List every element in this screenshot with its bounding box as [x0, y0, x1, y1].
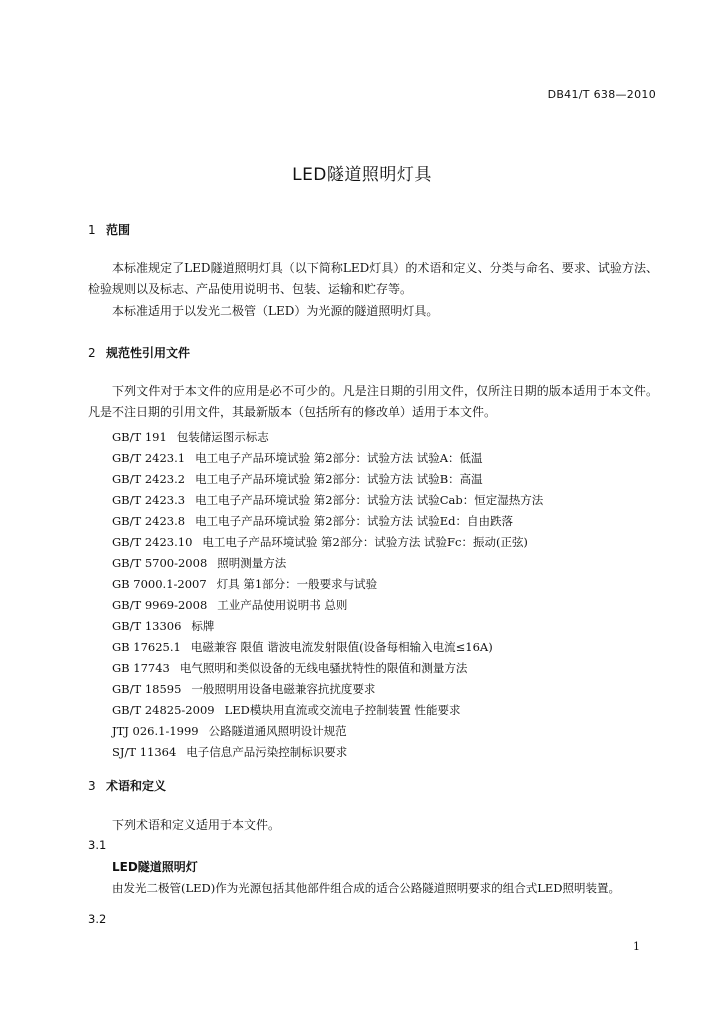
- document-title: LED隧道照明灯具: [292, 165, 432, 185]
- section-number: 3: [88, 779, 96, 793]
- page-number: 1: [633, 940, 640, 953]
- section-title: 范围: [106, 223, 131, 237]
- term-heading: LED隧道照明灯: [112, 860, 198, 874]
- clause-number: 3.1: [88, 838, 107, 852]
- reference-item: SJ/T 11364 电子信息产品污染控制标识要求: [112, 745, 348, 759]
- reference-item: GB/T 2423.1 电工电子产品环境试验 第2部分：试验方法 试验A：低温: [112, 451, 483, 465]
- reference-item: GB/T 2423.10 电工电子产品环境试验 第2部分：试验方法 试验Fc：振动(正弦): [112, 535, 528, 549]
- section-title: 规范性引用文件: [106, 346, 191, 360]
- section-3-heading: [88, 777, 166, 794]
- standard-number: DB41/T 638—2010: [547, 88, 656, 101]
- reference-item: GB/T 2423.2 电工电子产品环境试验 第2部分：试验方法 试验B：高温: [112, 472, 483, 486]
- reference-item: GB/T 2423.3 电工电子产品环境试验 第2部分：试验方法 试验Cab：恒定湿热方法: [112, 493, 544, 507]
- section-number: 2: [88, 346, 96, 360]
- section-2-heading: [88, 344, 190, 361]
- scope-applicability: 本标准适用于以发光二极管（LED）为光源的隧道照明灯具。: [112, 304, 439, 318]
- scope-paragraph: 本标准规定了LED隧道照明灯具（以下简称LED灯具）的术语和定义、分类与命名、要求、试验方法、检验规则以及标志、产品使用说明书、包装、运输和贮存等。: [88, 261, 658, 296]
- reference-item: GB/T 24825-2009 LED模块用直流或交流电子控制装置 性能要求: [112, 703, 461, 717]
- reference-item: JTJ 026.1-1999 公路隧道通风照明设计规范: [112, 724, 347, 738]
- section-title: 术语和定义: [106, 779, 167, 793]
- reference-item: GB/T 13306 标牌: [112, 619, 215, 633]
- reference-item: GB 17625.1 电磁兼容 限值 谐波电流发射限值(设备每相输入电流≤16A): [112, 640, 493, 654]
- clause-number: 3.2: [88, 912, 107, 926]
- section-1-heading: [88, 221, 130, 238]
- reference-item: GB/T 9969-2008 工业产品使用说明书 总则: [112, 598, 348, 612]
- reference-item: GB/T 191 包装储运图示标志: [112, 430, 269, 444]
- reference-item: GB/T 2423.8 电工电子产品环境试验 第2部分：试验方法 试验Ed：自由跌落: [112, 514, 513, 528]
- references-intro: 下列文件对于本文件的应用是必不可少的。凡是注日期的引用文件，仅所注日期的版本适用于本文件。凡是不注日期的引用文件，其最新版本（包括所有的修改单）适用于本文件。: [88, 384, 658, 419]
- reference-item: GB/T 18595 一般照明用设备电磁兼容抗扰度要求: [112, 682, 376, 696]
- reference-item: GB 17743 电气照明和类似设备的无线电骚扰特性的限值和测量方法: [112, 661, 468, 675]
- reference-item: GB/T 5700-2008 照明测量方法: [112, 556, 287, 570]
- reference-item: GB 7000.1-2007 灯具 第1部分：一般要求与试验: [112, 577, 378, 591]
- terms-intro: 下列术语和定义适用于本文件。: [112, 818, 281, 832]
- section-number: 1: [88, 223, 96, 237]
- term-definition: 由发光二极管(LED)作为光源包括其他部件组合成的适合公路隧道照明要求的组合式LED照明装置。: [112, 881, 620, 895]
- reference-list: [112, 427, 543, 763]
